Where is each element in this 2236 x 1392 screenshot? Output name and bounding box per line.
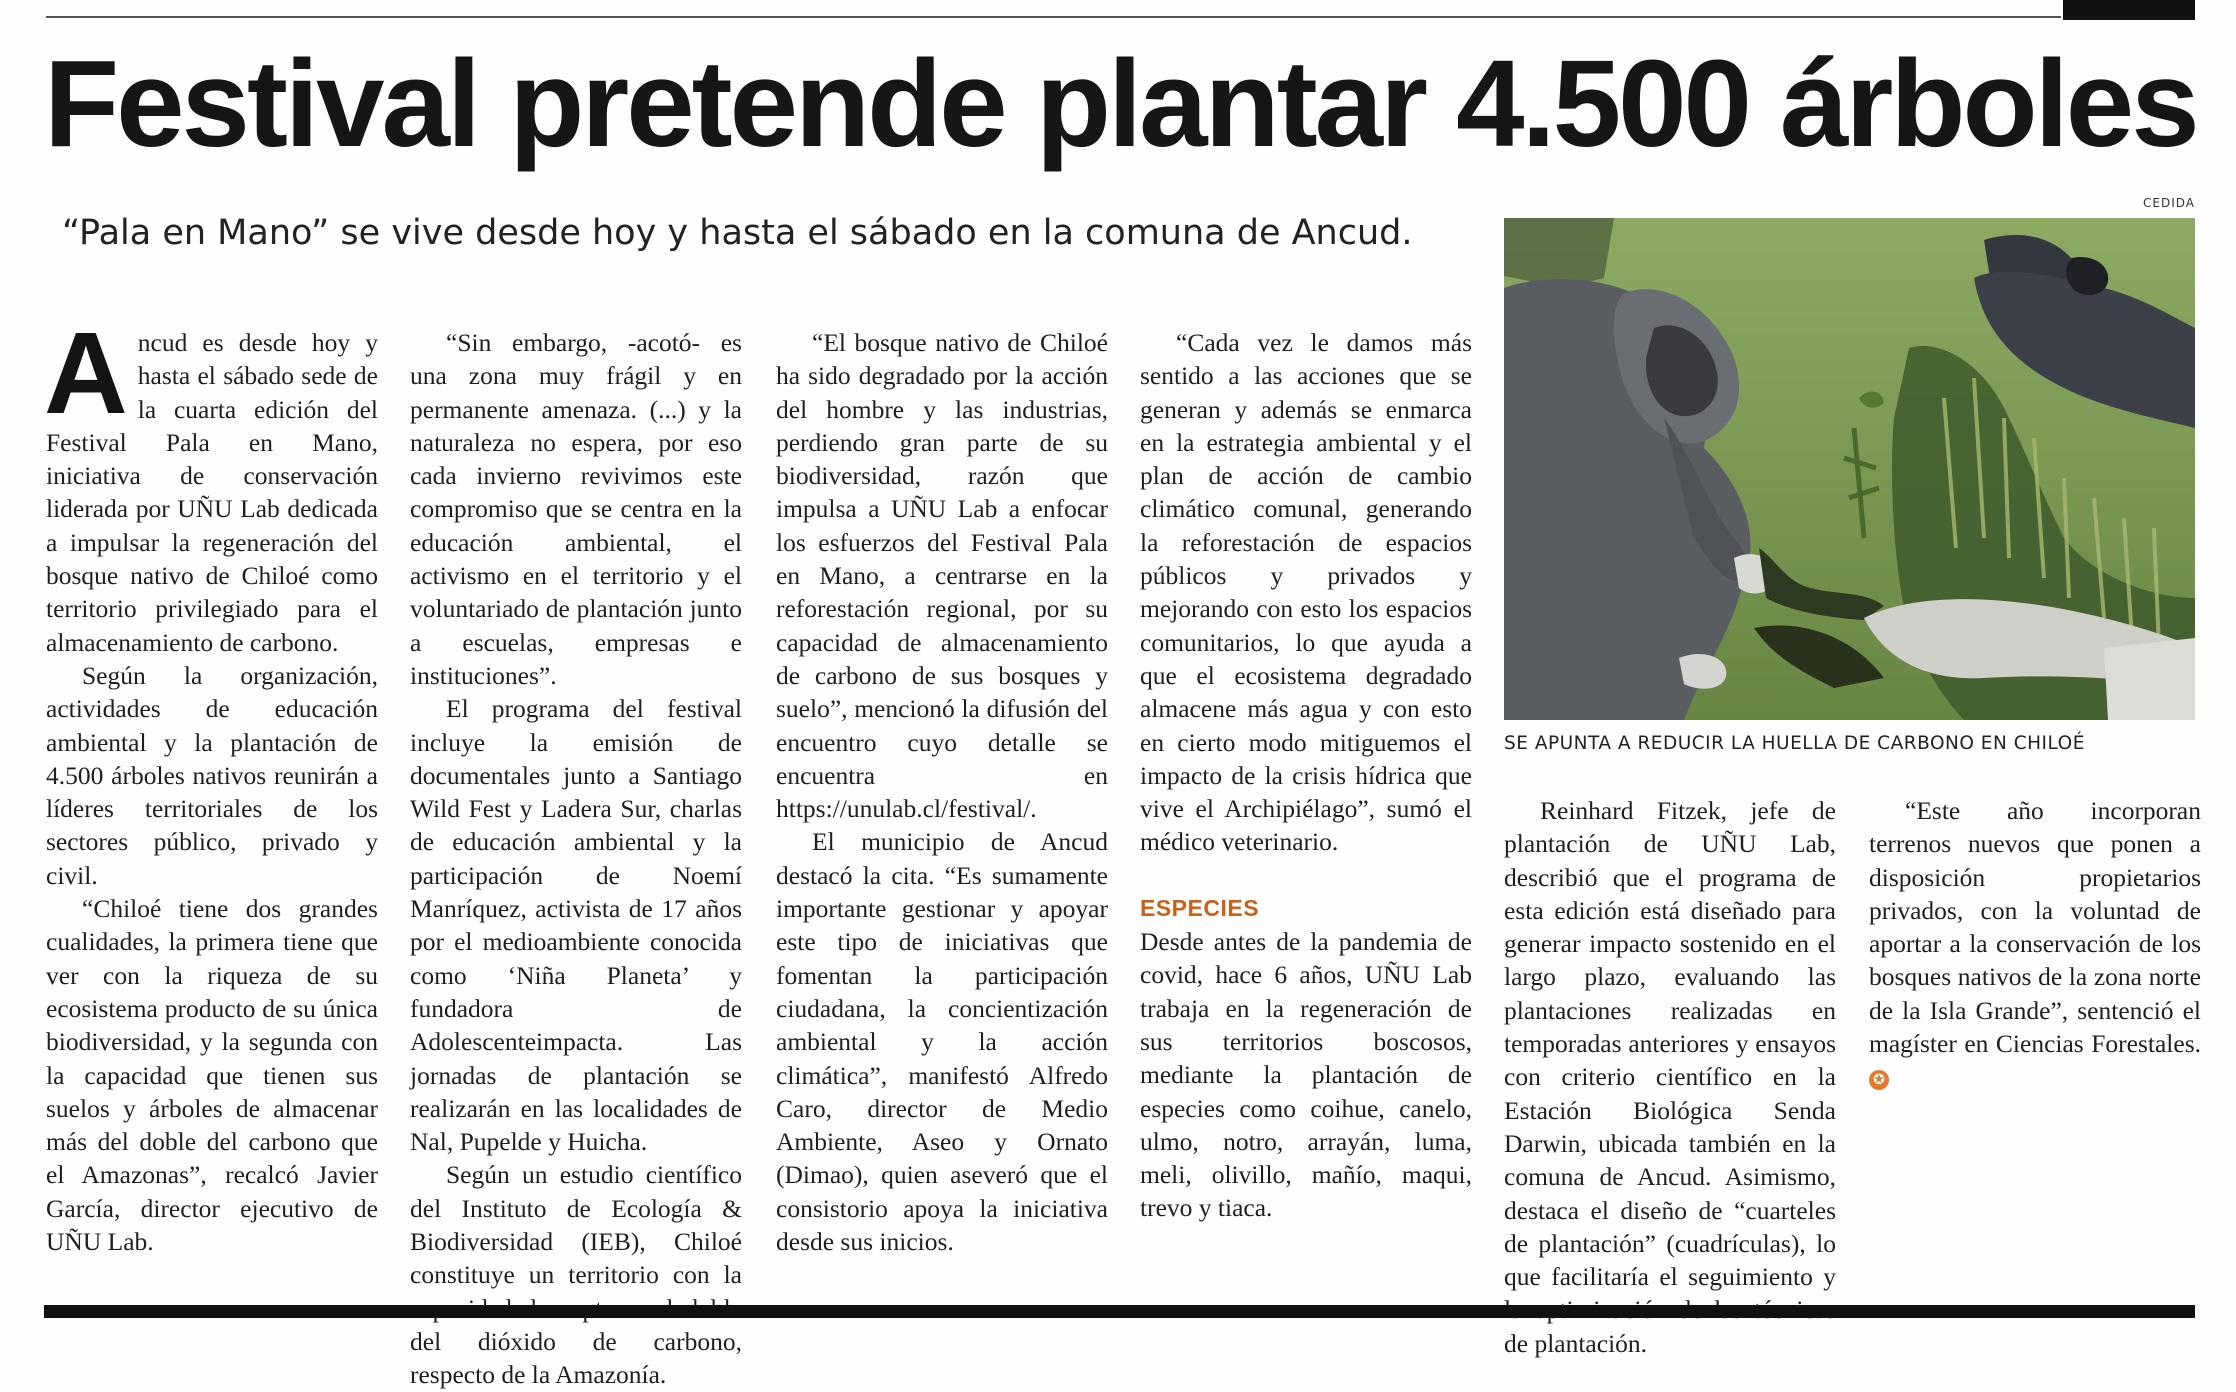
article-paragraph-5: El programa del festival incluye la emisión de documentales junto a Santiago Wild Fest y Ladera Sur, charlas de educación ambiental y la participación de Noemí Manríquez, activista de 17 años por el medioambiente conocida como ‘Niña Planeta’ y fundadora de Adolescenteimpacta. Las jornadas de plantación se realizarán en las localidades de Nal, Pupelde y Huicha. xyxy=(410,694,742,1157)
article-column-2 xyxy=(410,326,742,1392)
article-column-1 xyxy=(44,308,378,1258)
article-paragraph-6: Según un estudio científico del Instituto de Ecología & Biodiversidad (IEB), Chiloé constituye un territorio con la del dióxido de carbono, respecto de la Amazonía. xyxy=(410,1160,742,1390)
top-corner-block xyxy=(2063,0,2195,20)
article-paragraph-8: El municipio de Ancud destacó la cita. “Es sumamente importante gestionar y apoyar este tipo de iniciativas que fomentan la participación ciudadana, la concientización ambiental y la acción climática”, manifestó Alfredo Caro, director de Medio Ambiente, Aseo y Ornato (Dimao), quien aseveró que el consistorio apoya la iniciativa desde sus inicios. xyxy=(776,827,1108,1257)
top-rule xyxy=(46,16,2061,18)
article-paragraph-4: “Sin embargo, -acotó- es una zona muy frágil y en permanente amenaza. (...) y la naturaleza no espera, por eso cada invierno revivimos este compromiso que se centra en la educación ambiental, el activismo en el territorio y el voluntariado de plantación junto a escuelas, empresas e instituciones”. xyxy=(410,328,742,690)
article-paragraph-7: “El bosque nativo de Chiloé ha sido degradado por la acción del hombre y las industrias, perdiendo gran parte de su biodiversidad, razón que impulsa a UÑU Lab a enfocar los esfuerzos del Festival Pala en Mano, a centrarse en la reforestación regional, por su capacidad de almacenamiento de carbono de sus bosques y suelo”, mencionó la difusión del encuentro cuyo detalle se encuentra en https://unulab.cl/festival/. xyxy=(776,328,1108,824)
article-paragraph-12: “Este año incorporan terrenos nuevos que ponen a disposición propietarios privados, con la voluntad de aportar a la conservación de los bosques nativos de la zona norte de la Isla Grande”, sentenció el magíster en Ciencias Forestales. ✪ xyxy=(1869,796,2201,1089)
article-photo xyxy=(1504,218,2195,720)
article-column-6 xyxy=(1869,794,2201,1094)
section-heading-especies: ESPECIES xyxy=(1140,894,1260,921)
drop-cap: A xyxy=(44,308,128,438)
headline: Festival pretende plantar 4.500 árboles xyxy=(44,36,2197,173)
photo-caption: SE APUNTA A REDUCIR LA HUELLA DE CARBONO EN CHILOÉ xyxy=(1504,733,2085,754)
photo-credit: CEDIDA xyxy=(2143,196,2195,210)
article-paragraph-2: Según la organización, actividades de educación ambiental y la plantación de 4.500 árboles nativos reunirán a líderes territoriales de los sectores público, privado y civil. xyxy=(46,660,378,890)
article-column-3 xyxy=(776,326,1108,1258)
article-paragraph-11: Reinhard Fitzek, jefe de plantación de UÑU Lab, describió que el programa de esta edición está diseñado para generar impacto sostenido en el largo plazo, evaluando las plantaciones realizadas en temporadas anteriores y ensayos con criterio científico en la Estación Biológica Senda Darwin, ubicada también en la comuna de Ancud. Asimismo, destaca el diseño de “cuarteles de plantación” (cuadrículas), lo que facilitaría el seguimiento y de plantación. xyxy=(1504,796,1836,1358)
article-column-4 xyxy=(1140,326,1472,1225)
article-paragraph-9: “Cada vez le damos más sentido a las acciones que se generan y además se enmarca en la estrategia ambiental y el plan de acción de cambio climático comunal, generando la reforestación de espacios públicos y privados y mejorando con esto los espacios comunitarios, lo que ayuda a que el ecosistema degradado almacene más agua y con esto en cierto modo mitiguemos el impacto de la crisis hídrica que vive el Archipiélago”, sumó el médico veterinario. xyxy=(1140,328,1472,857)
article-column-5 xyxy=(1504,794,1836,1360)
article-paragraph-3: “Chiloé tiene dos grandes cualidades, la primera tiene que ver con la riqueza de su ecosistema producto de su única biodiversidad, y la segunda con la capacidad que tienen sus suelos y árboles de almacenar más del doble del carbono que el Amazonas”, recalcó Javier García, director ejecutivo de UÑU Lab. xyxy=(46,894,378,1257)
subheadline: “Pala en Mano” se vive desde hoy y hasta el sábado en la comuna de Ancud. xyxy=(62,213,1413,253)
end-mark-icon: ✪ xyxy=(1869,1070,1889,1090)
bottom-rule xyxy=(44,1305,2195,1318)
article-paragraph-1: Ancud es desde hoy y hasta el sábado sede de la cuarta edición del Festival Pala en Mano, iniciativa de conservación liderada por UÑU Lab dedicada a impulsar la regeneración del bosque nativo de Chiloé como territorio privilegiado para el almacenamiento de carbono. xyxy=(44,308,378,657)
article-paragraph-10: Desde antes de la pandemia de covid, hace 6 años, UÑU Lab trabaja en la regeneración de sus territorios boscosos, mediante la plantación de especies como coihue, canelo, ulmo, notro, arrayán, luma, meli, olivillo, mañío, maqui, trevo y tiaca. xyxy=(1140,927,1472,1223)
